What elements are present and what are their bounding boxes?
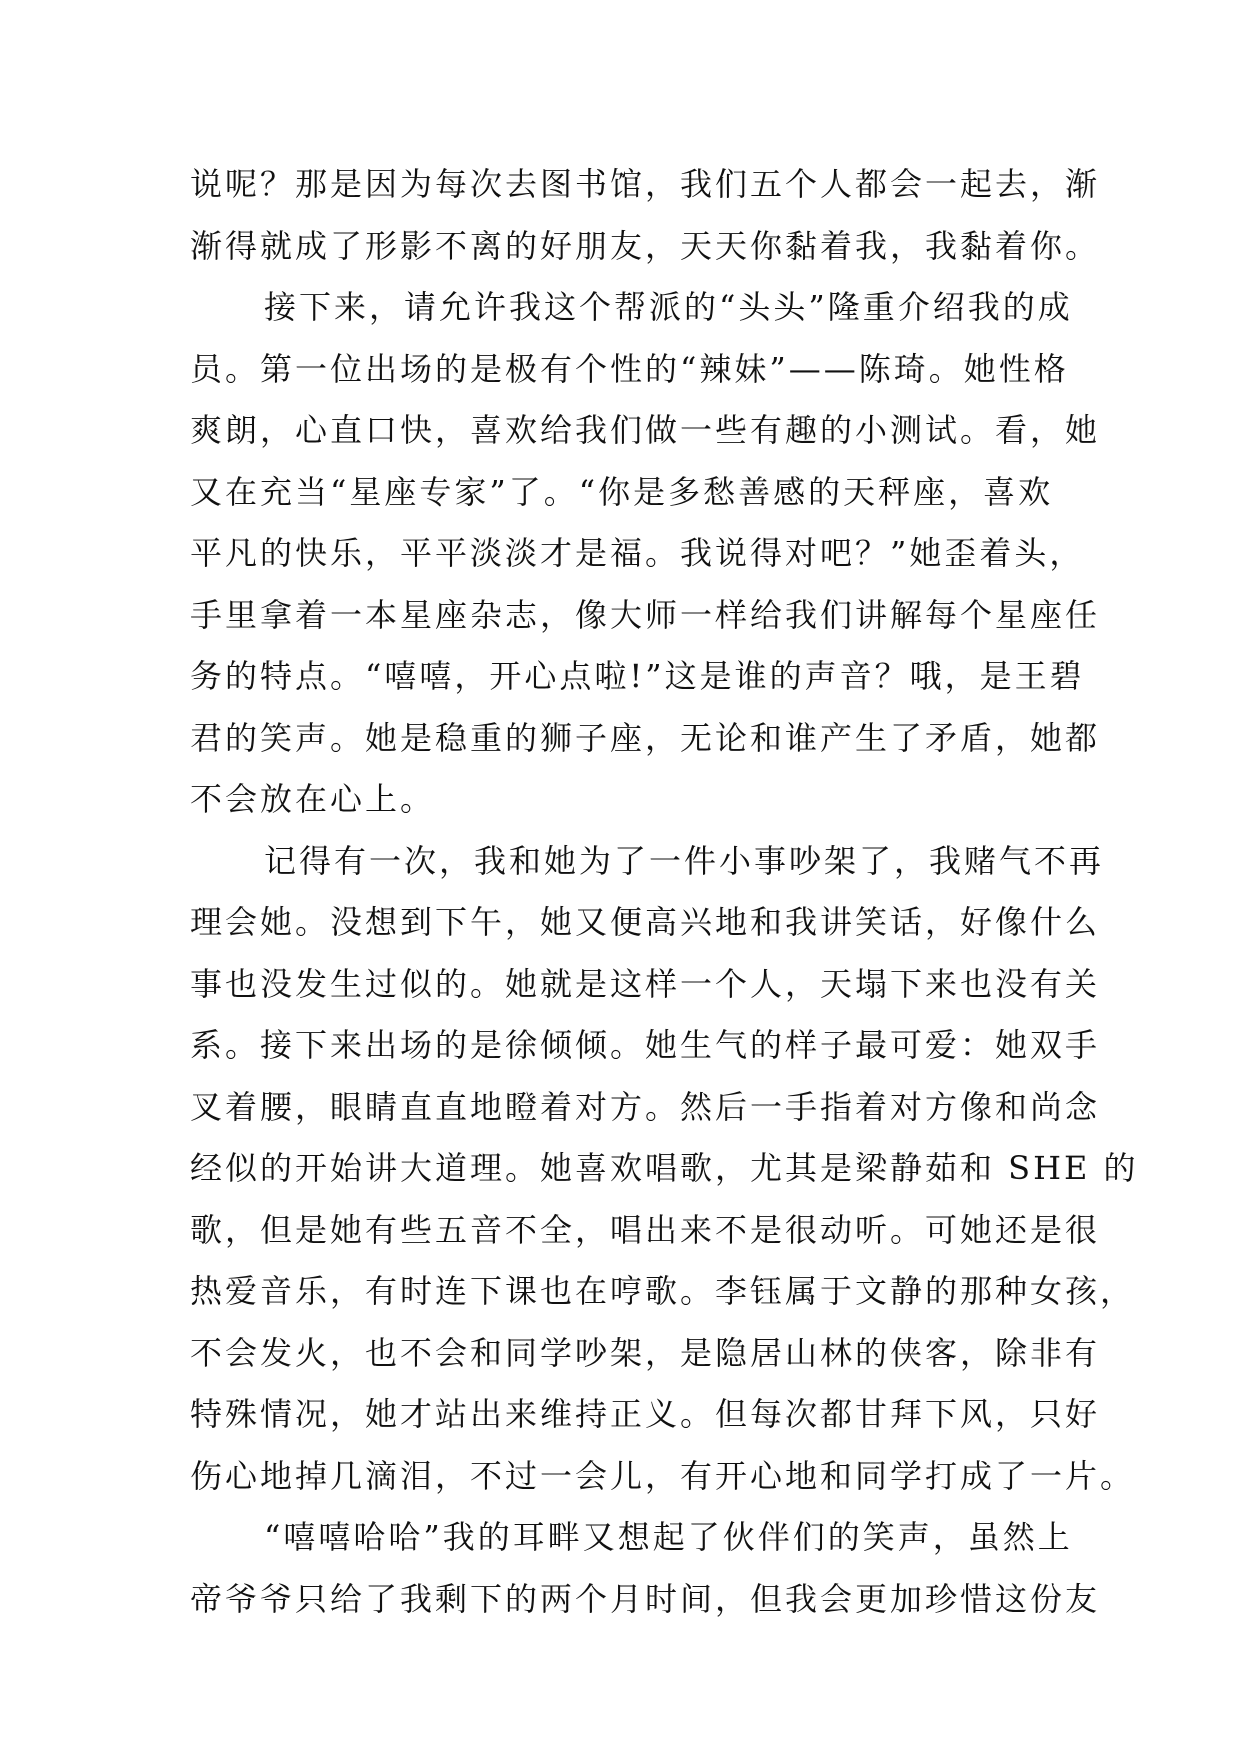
- text-line: 不会发火，也不会和同学吵架，是隐居山林的侠客，除非有: [190, 1333, 1101, 1372]
- text-line: 热爱音乐，有时连下课也在哼歌。李钰属于文静的那种女孩，: [190, 1272, 1136, 1310]
- text-line: 歌，但是她有些五音不全，唱出来不是很动听。可她还是很: [190, 1210, 1101, 1249]
- text-line: 渐得就成了形影不离的好朋友，天天你黏着我，我黏着你。: [190, 226, 1101, 265]
- text-line: 叉着腰，眼睛直直地瞪着对方。然后一手指着对方像和尚念: [190, 1087, 1101, 1126]
- text-line: 平凡的快乐，平平淡淡才是福。我说得对吧？”她歪着头，: [190, 534, 1085, 572]
- text-line: 君的笑声。她是稳重的狮子座，无论和谁产生了矛盾，她都: [190, 718, 1101, 757]
- text-line: 特殊情况，她才站出来维持正义。但每次都甘拜下风，只好: [190, 1395, 1101, 1433]
- text-line: 说呢？那是因为每次去图书馆，我们五个人都会一起去，渐: [190, 165, 1101, 203]
- text-line: 又在充当“星座专家”了。“你是多愁善感的天秤座，喜欢: [190, 472, 1054, 511]
- text-line: 爽朗，心直口快，喜欢给我们做一些有趣的小测试。看，她: [190, 411, 1101, 449]
- text-line: 经似的开始讲大道理。她喜欢唱歌，尤其是梁静茹和 SHE 的: [190, 1149, 1139, 1187]
- text-line: 不会放在心上。: [190, 780, 436, 818]
- text-line: 帝爷爷只给了我剩下的两个月时间，但我会更加珍惜这份友: [190, 1579, 1101, 1618]
- text-line: 伤心地掉几滴泪，不过一会儿，有开心地和同学打成了一片。: [190, 1456, 1136, 1495]
- text-line: 理会她。没想到下午，她又便高兴地和我讲笑话，好像什么: [190, 903, 1101, 941]
- text-line: 手里拿着一本星座杂志，像大师一样给我们讲解每个星座任: [190, 595, 1101, 634]
- text-line-paragraph-start: 接下来，请允许我这个帮派的“头头”隆重介绍我的成: [264, 288, 1073, 326]
- text-line: 系。接下来出场的是徐倾倾。她生气的样子最可爱：她双手: [190, 1026, 1101, 1064]
- text-line: 务的特点。“嘻嘻，开心点啦!”这是谁的声音？哦，是王碧: [190, 657, 1085, 695]
- text-line-paragraph-start: “嘻嘻哈哈”我的耳畔又想起了伙伴们的笑声，虽然上: [264, 1518, 1073, 1556]
- text-line-paragraph-start: 记得有一次，我和她为了一件小事吵架了，我赌气不再: [264, 841, 1105, 880]
- text-line: 员。第一位出场的是极有个性的“辣妹”——陈琦。她性格: [190, 349, 1069, 388]
- body-text: [190, 154, 1139, 1630]
- text-line: 事也没发生过似的。她就是这样一个人，天塌下来也没有关: [190, 964, 1101, 1003]
